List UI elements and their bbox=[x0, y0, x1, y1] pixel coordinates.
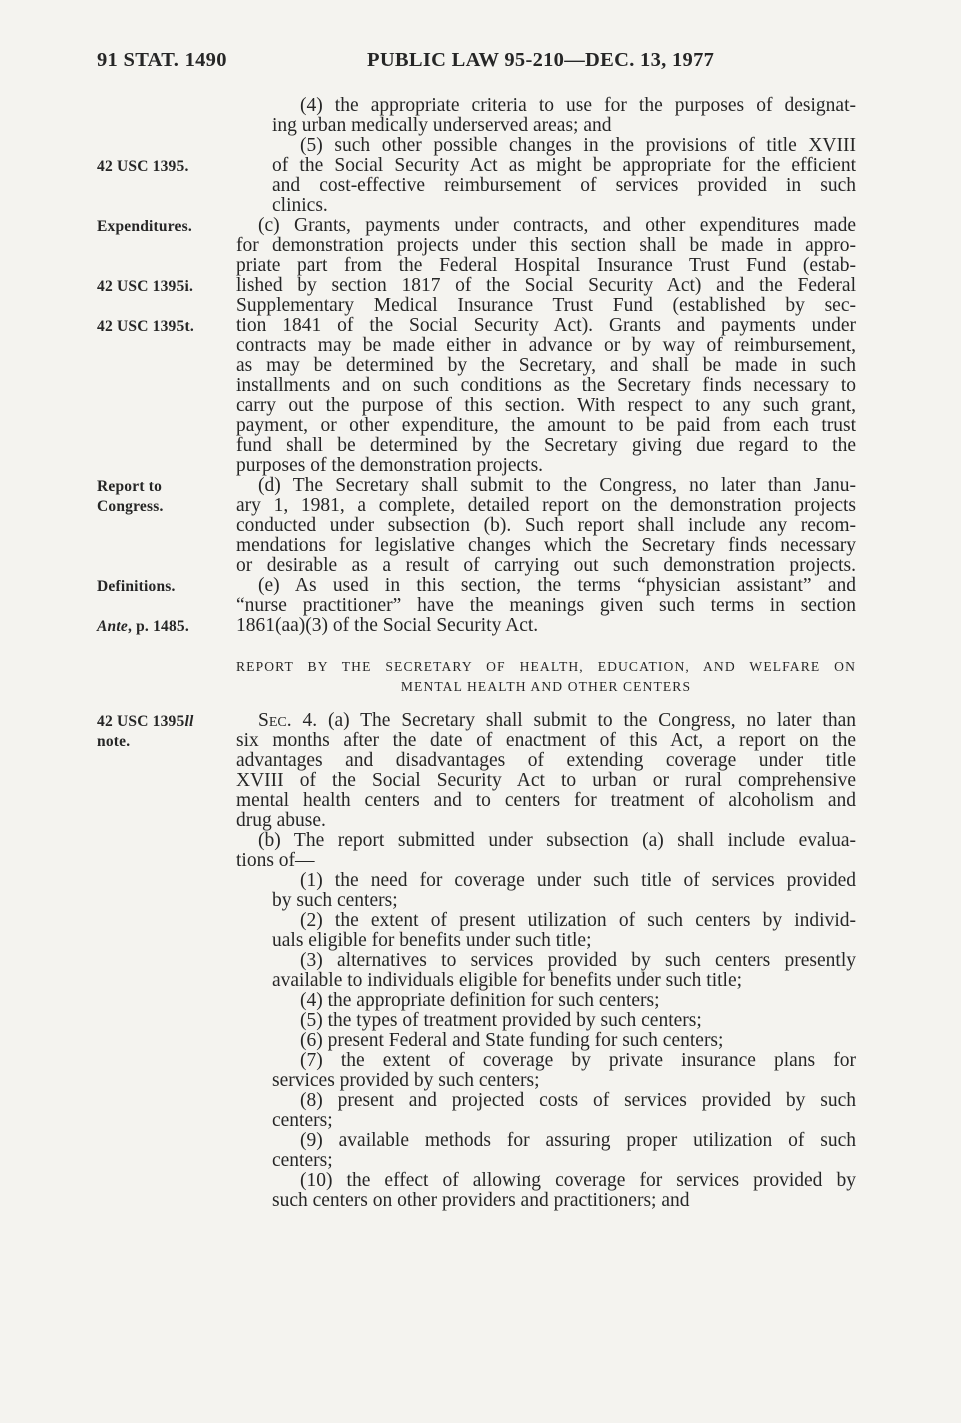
section-label: Sec. bbox=[258, 710, 292, 731]
line-text bbox=[236, 376, 856, 396]
line-text bbox=[258, 831, 856, 851]
text-line bbox=[236, 951, 856, 971]
text-line bbox=[97, 155, 856, 176]
running-header-law-title: PUBLIC LAW 95-210—DEC. 13, 1977 bbox=[367, 49, 715, 71]
line-content: ary 1, 1981, a complete, detailed report on the demonstration projects bbox=[236, 495, 856, 516]
text-line bbox=[236, 376, 856, 396]
line-text bbox=[236, 657, 856, 677]
text-line bbox=[236, 176, 856, 196]
list-item bbox=[236, 1011, 856, 1031]
line-text bbox=[272, 156, 856, 176]
line-text bbox=[272, 931, 592, 951]
line-content: (1) the need for coverage under such title of services provided bbox=[300, 870, 856, 891]
text-line bbox=[236, 791, 856, 811]
margin-note-text: 42 USC 1395. bbox=[97, 158, 189, 175]
margin-note-text: Congress. bbox=[97, 498, 164, 515]
text-line bbox=[236, 831, 856, 851]
text-line bbox=[97, 275, 856, 296]
subsection-paragraph bbox=[97, 710, 856, 831]
subsection-paragraph bbox=[97, 575, 856, 636]
line-content: (8) present and projected costs of services provided by such bbox=[300, 1090, 856, 1111]
text-line bbox=[97, 495, 856, 516]
heading-line bbox=[236, 677, 856, 697]
line-text bbox=[236, 851, 315, 871]
text-line bbox=[97, 315, 856, 336]
text-line bbox=[236, 536, 856, 556]
line-content: (4) the appropriate criteria to use for the purposes of designat- bbox=[300, 95, 856, 116]
subsection-paragraph bbox=[97, 475, 856, 576]
list-item bbox=[236, 1131, 856, 1171]
margin-note-text: Definitions. bbox=[97, 578, 176, 595]
text-line bbox=[236, 1071, 856, 1091]
line-text bbox=[236, 556, 856, 576]
text-line bbox=[236, 971, 856, 991]
list-item bbox=[236, 991, 856, 1011]
text-line bbox=[236, 851, 856, 871]
line-content: REPORT BY THE SECRETARY OF HEALTH, EDUCATION, AND WELFARE ON bbox=[236, 659, 856, 674]
text-line bbox=[236, 116, 856, 136]
line-text bbox=[236, 316, 856, 336]
text-line bbox=[236, 1171, 856, 1191]
list-item bbox=[236, 96, 856, 136]
text-line bbox=[236, 1091, 856, 1111]
list-item bbox=[97, 135, 856, 216]
text-line bbox=[236, 396, 856, 416]
line-content: ing urban medically underserved areas; and bbox=[272, 115, 612, 136]
line-text bbox=[236, 396, 856, 416]
line-content: MENTAL HEALTH AND OTHER CENTERS bbox=[400, 679, 692, 694]
list-item bbox=[236, 911, 856, 951]
text-line bbox=[236, 931, 856, 951]
margin-note bbox=[97, 497, 164, 517]
list-item bbox=[236, 951, 856, 991]
text-line bbox=[236, 596, 856, 616]
line-content: tion 1841 of the Social Security Act). Grants and payments under bbox=[236, 315, 856, 336]
text-line bbox=[236, 356, 856, 376]
line-text bbox=[272, 1111, 333, 1131]
line-text bbox=[236, 356, 856, 376]
line-text bbox=[272, 1151, 333, 1171]
line-text bbox=[236, 436, 856, 456]
line-text bbox=[236, 256, 856, 276]
line-text bbox=[236, 731, 856, 751]
line-text bbox=[236, 416, 856, 436]
line-text bbox=[272, 116, 612, 136]
line-text bbox=[272, 1071, 540, 1091]
margin-note bbox=[97, 577, 176, 597]
text-line bbox=[236, 256, 856, 276]
line-text bbox=[236, 516, 856, 536]
line-content: “nurse practitioner” have the meanings given such terms in section bbox=[236, 595, 856, 616]
heading-line bbox=[236, 657, 856, 677]
line-content: advantages and disadvantages of extending coverage under title bbox=[236, 750, 856, 771]
line-text bbox=[236, 791, 856, 811]
line-text bbox=[236, 536, 856, 556]
line-text bbox=[300, 1091, 856, 1111]
text-line bbox=[236, 456, 856, 476]
margin-note-text: Report to bbox=[97, 478, 163, 495]
text-line bbox=[236, 1051, 856, 1071]
margin-note-text: , p. 1485. bbox=[127, 618, 189, 635]
line-content: for demonstration projects under this section shall be made in appro- bbox=[236, 235, 856, 256]
text-line bbox=[236, 516, 856, 536]
line-content: (e) As used in this section, the terms “physician assistant” and bbox=[258, 575, 856, 596]
line-text bbox=[300, 1171, 856, 1191]
text-line bbox=[236, 1131, 856, 1151]
text-line bbox=[236, 236, 856, 256]
line-text bbox=[258, 216, 856, 236]
margin-note bbox=[97, 732, 130, 752]
line-text bbox=[300, 871, 856, 891]
margin-note bbox=[97, 217, 192, 237]
line-text bbox=[272, 971, 742, 991]
list-item bbox=[236, 1031, 856, 1051]
text-line bbox=[236, 771, 856, 791]
line-text bbox=[236, 296, 856, 316]
margin-note bbox=[97, 617, 189, 637]
line-text bbox=[300, 991, 660, 1011]
line-text bbox=[300, 911, 856, 931]
text-line bbox=[236, 1031, 856, 1051]
line-content: clinics. bbox=[272, 195, 328, 216]
line-text bbox=[401, 677, 691, 697]
line-content: (9) available methods for assuring proper utilization of such bbox=[300, 1130, 856, 1151]
line-content: by such centers; bbox=[272, 890, 398, 911]
text-line bbox=[236, 196, 856, 216]
line-content: six months after the date of enactment of this Act, a report on the bbox=[236, 730, 856, 751]
line-text bbox=[300, 96, 856, 116]
line-content: centers; bbox=[272, 1110, 333, 1131]
text-line bbox=[236, 96, 856, 116]
line-content: Supplementary Medical Insurance Trust Fund (established by sec- bbox=[236, 295, 856, 316]
line-text bbox=[236, 751, 856, 771]
line-text bbox=[236, 811, 326, 831]
line-content: available to individuals eligible for benefits under such title; bbox=[272, 970, 743, 991]
section-heading bbox=[236, 657, 856, 697]
line-content: (7) the extent of coverage by private insurance plans for bbox=[300, 1050, 856, 1071]
line-text bbox=[300, 1011, 702, 1031]
line-content: (6) present Federal and State funding for such centers; bbox=[300, 1030, 724, 1051]
text-line bbox=[236, 556, 856, 576]
running-header-stat-page: 91 STAT. 1490 bbox=[97, 49, 227, 71]
text-line bbox=[236, 911, 856, 931]
subsection-paragraph bbox=[236, 831, 856, 871]
line-content: centers; bbox=[272, 1150, 333, 1171]
text-line bbox=[236, 296, 856, 316]
list-item bbox=[236, 871, 856, 911]
text-line bbox=[97, 710, 856, 731]
text-line bbox=[236, 1011, 856, 1031]
line-text bbox=[300, 951, 856, 971]
body-text bbox=[97, 95, 856, 1211]
line-text bbox=[258, 576, 856, 596]
line-content: and cost-effective reimbursement of services provided in such bbox=[272, 175, 856, 196]
margin-note bbox=[97, 317, 194, 337]
line-content: contracts may be made either in advance or by way of reimbursement, bbox=[236, 335, 856, 356]
line-text bbox=[272, 176, 856, 196]
line-content: such centers on other providers and practitioners; and bbox=[272, 1190, 690, 1211]
text-line bbox=[97, 615, 856, 636]
line-content: of the Social Security Act as might be appropriate for the efficient bbox=[272, 155, 856, 176]
line-content: (3) alternatives to services provided by such centers presently bbox=[300, 950, 856, 971]
list-item bbox=[236, 1051, 856, 1091]
list-item bbox=[236, 1171, 856, 1211]
margin-note bbox=[97, 277, 193, 297]
text-line bbox=[97, 215, 856, 236]
line-content: mendations for legislative changes which the Secretary finds necessary bbox=[236, 535, 856, 556]
line-text bbox=[236, 771, 856, 791]
text-line bbox=[236, 751, 856, 771]
text-line bbox=[236, 416, 856, 436]
text-line bbox=[236, 336, 856, 356]
line-content: tions of— bbox=[236, 850, 315, 871]
line-text bbox=[236, 496, 856, 516]
line-content: (10) the effect of allowing coverage for services provided by bbox=[300, 1170, 856, 1191]
text-line bbox=[97, 575, 856, 596]
margin-note bbox=[97, 157, 189, 177]
line-content: conducted under subsection (b). Such report shall include any recom- bbox=[236, 515, 856, 536]
line-content: priate part from the Federal Hospital Insurance Trust Fund (estab- bbox=[236, 255, 856, 276]
text-line bbox=[236, 436, 856, 456]
line-text bbox=[300, 136, 856, 156]
subsection-paragraph bbox=[97, 215, 856, 476]
line-content: drug abuse. bbox=[236, 810, 326, 831]
margin-note-text: 42 USC 1395 bbox=[97, 713, 185, 730]
line-content: lished by section 1817 of the Social Security Act) and the Federal bbox=[236, 275, 856, 296]
text-line bbox=[236, 891, 856, 911]
margin-note-text: Ante bbox=[97, 618, 128, 635]
line-content: (2) the extent of present utilization of such centers by individ- bbox=[300, 910, 856, 931]
text-line bbox=[236, 811, 856, 831]
margin-note-text: Expenditures. bbox=[97, 218, 192, 235]
line-content: carry out the purpose of this section. With respect to any such grant, bbox=[236, 395, 856, 416]
line-text bbox=[272, 1191, 690, 1211]
line-content: 1861(aa)(3) of the Social Security Act. bbox=[236, 615, 539, 636]
line-content: payment, or other expenditure, the amount to be paid from each trust bbox=[236, 415, 856, 436]
line-content: (4) the appropriate definition for such centers; bbox=[300, 990, 660, 1011]
line-content: fund shall be determined by the Secretary giving due regard to the bbox=[236, 435, 856, 456]
text-line bbox=[236, 1151, 856, 1171]
line-content: XVIII of the Social Security Act to urban or rural comprehensive bbox=[236, 770, 856, 791]
line-text bbox=[236, 236, 856, 256]
line-content: mental health centers and to centers for treatment of alcoholism and bbox=[236, 790, 856, 811]
line-content: as may be determined by the Secretary, and shall be made in such bbox=[236, 355, 856, 376]
line-text bbox=[258, 711, 856, 731]
line-text bbox=[258, 476, 856, 496]
line-text bbox=[300, 1031, 723, 1051]
line-text bbox=[236, 276, 856, 296]
text-line bbox=[97, 475, 856, 496]
margin-note-text: 42 USC 1395i. bbox=[97, 278, 194, 295]
margin-note bbox=[97, 477, 162, 497]
text-line bbox=[236, 136, 856, 156]
line-text bbox=[300, 1051, 856, 1071]
line-content: or desirable as a result of carrying out such demonstration projects. bbox=[236, 555, 856, 576]
margin-note-text: note. bbox=[97, 733, 131, 750]
margin-note-text: ll bbox=[184, 713, 194, 730]
line-content: (5) such other possible changes in the provisions of title XVIII bbox=[300, 135, 856, 156]
line-content: (5) the types of treatment provided by such centers; bbox=[300, 1010, 702, 1031]
text-line bbox=[236, 1111, 856, 1131]
margin-note-text: 42 USC 1395t. bbox=[97, 318, 194, 335]
line-text bbox=[236, 596, 856, 616]
line-content: 4. (a) The Secretary shall submit to the Congress, no later than bbox=[291, 710, 856, 731]
line-content: (b) The report submitted under subsection (a) shall include evalua- bbox=[258, 830, 856, 851]
line-content: (d) The Secretary shall submit to the Congress, no later than Janu- bbox=[258, 475, 856, 496]
text-line bbox=[97, 730, 856, 751]
line-text bbox=[300, 1131, 856, 1151]
line-text bbox=[236, 336, 856, 356]
line-content: (c) Grants, payments under contracts, and other expenditures made bbox=[258, 215, 856, 236]
margin-note bbox=[97, 712, 193, 732]
line-text bbox=[236, 616, 538, 636]
text-line bbox=[236, 991, 856, 1011]
line-text bbox=[236, 456, 543, 476]
line-text bbox=[272, 891, 398, 911]
text-line bbox=[236, 871, 856, 891]
text-line bbox=[236, 1191, 856, 1211]
list-item bbox=[236, 1091, 856, 1131]
line-text bbox=[272, 196, 328, 216]
line-content: services provided by such centers; bbox=[272, 1070, 540, 1091]
line-content: installments and on such conditions as the Secretary finds necessary to bbox=[236, 375, 856, 396]
line-content: purposes of the demonstration projects. bbox=[236, 455, 544, 476]
line-content: uals eligible for benefits under such title; bbox=[272, 930, 592, 951]
